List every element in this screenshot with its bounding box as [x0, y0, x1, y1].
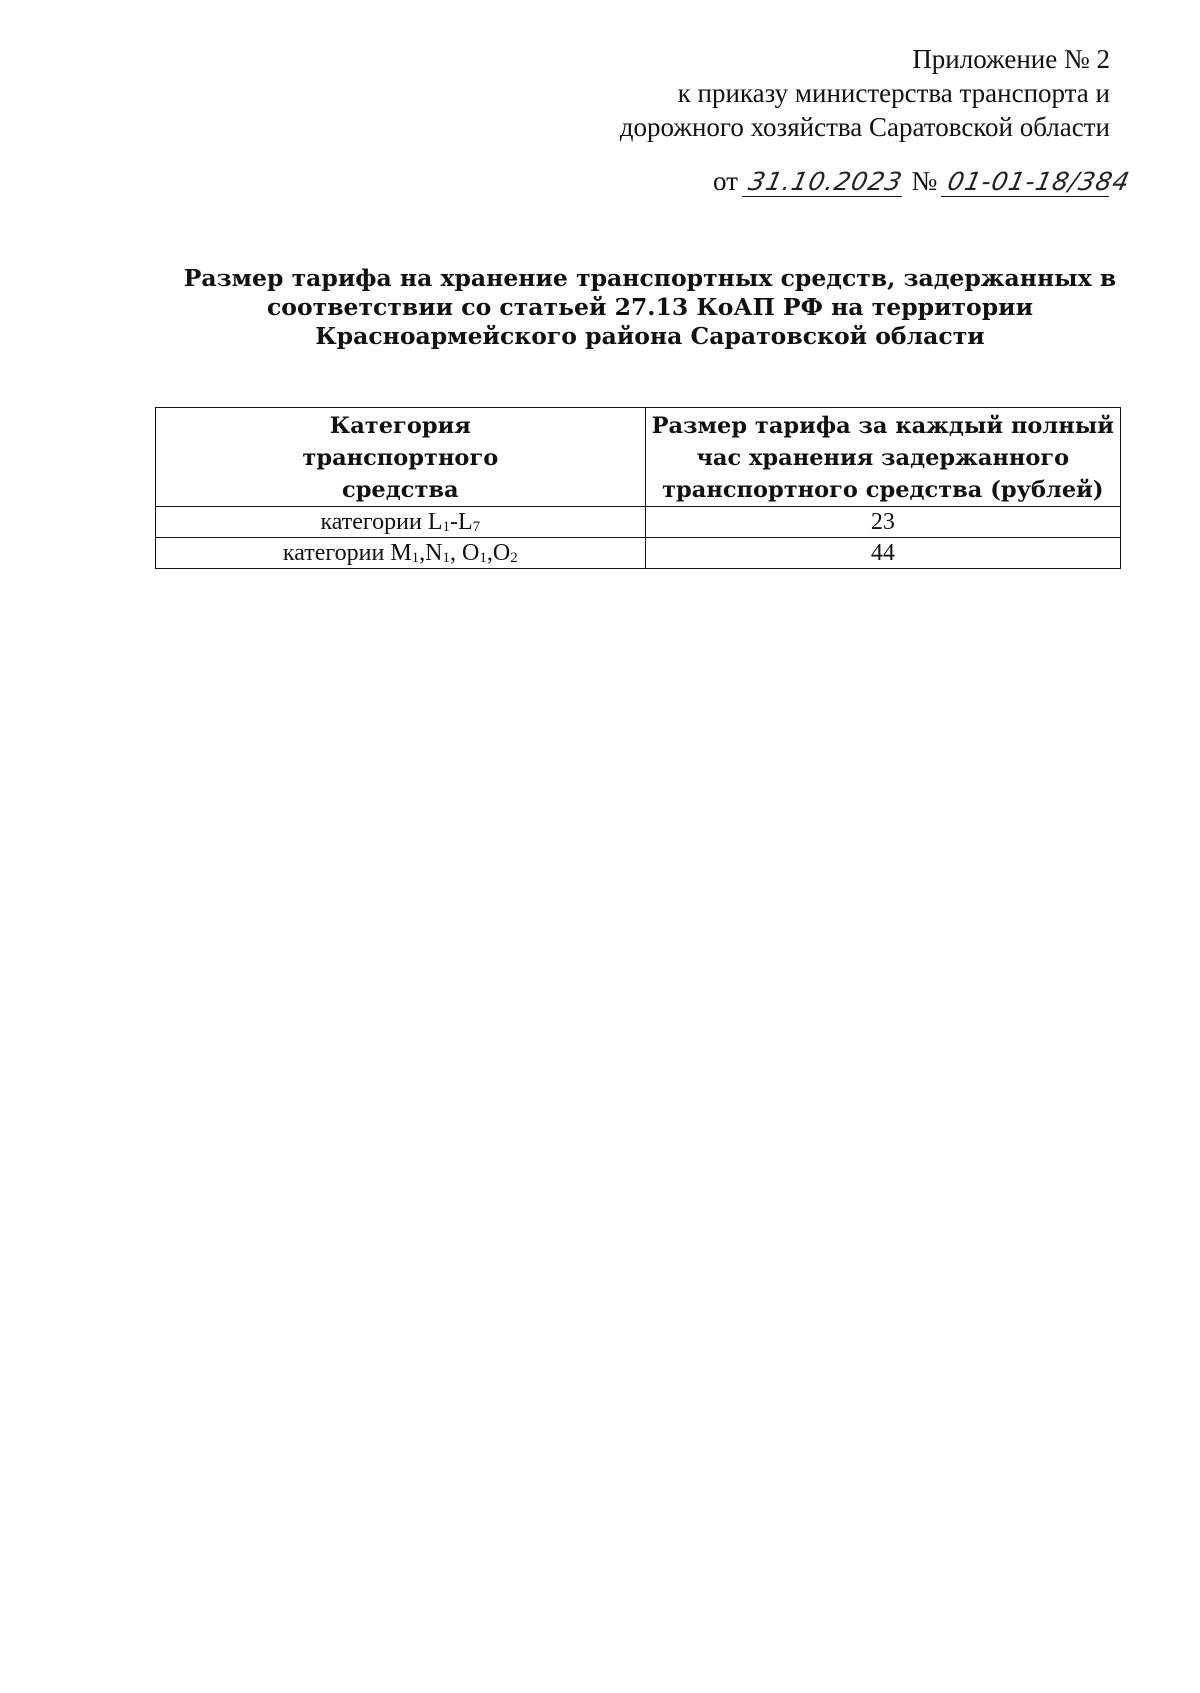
- category-subscript: 2: [510, 550, 518, 566]
- order-date-number: [713, 166, 1133, 197]
- order-number-label: №: [911, 166, 938, 196]
- title-line: соответствии со статьей 27.13 КоАП РФ на территории: [266, 293, 1034, 321]
- category-subscript: 7: [472, 519, 481, 535]
- header-line: Размер тарифа за каждый полный: [651, 413, 1114, 439]
- appendix-ministry: дорожного хозяйства Саратовской области: [619, 112, 1110, 142]
- table-row: [156, 507, 1121, 538]
- category-subscript: 1: [411, 550, 420, 566]
- order-number-handwritten: 01-01-18/384: [941, 167, 1115, 197]
- table-header-row: [156, 408, 1121, 507]
- category-prefix: категории: [320, 509, 428, 535]
- document-title: [150, 264, 1150, 351]
- table-row: [156, 538, 1121, 569]
- title-line: Красноармейского района Саратовской области: [315, 322, 985, 350]
- category-code: M: [390, 540, 412, 566]
- header-category: [156, 408, 646, 507]
- tariff-cell: 23: [645, 507, 1120, 538]
- appendix-number: Приложение № 2: [912, 44, 1110, 74]
- title-line: Размер тарифа на хранение транспортных средств, задержанных в: [183, 264, 1117, 292]
- appendix-header: [620, 42, 1110, 144]
- category-code: ,O: [486, 540, 511, 566]
- order-date-handwritten: 31.10.2023: [742, 167, 908, 197]
- category-subscript: 1: [442, 550, 451, 566]
- tariff-table: [155, 407, 1121, 569]
- category-subscript: 1: [479, 550, 487, 566]
- header-line: средства: [342, 477, 459, 503]
- header-line: час хранения задержанного: [696, 445, 1070, 471]
- category-code: , O: [450, 540, 480, 566]
- header-line: транспортного: [302, 445, 499, 471]
- tariff-cell: 44: [645, 538, 1120, 569]
- header-tariff: [645, 408, 1120, 507]
- appendix-order-ref: к приказу министерства транспорта и: [677, 78, 1110, 108]
- category-cell: [156, 538, 646, 569]
- category-code: -L: [450, 509, 473, 535]
- category-code: L: [427, 509, 443, 535]
- order-from-label: от: [713, 166, 738, 196]
- category-cell: [156, 507, 646, 538]
- category-subscript: 1: [442, 519, 451, 535]
- category-prefix: категории: [282, 540, 391, 566]
- header-line: транспортного средства (рублей): [662, 477, 1104, 503]
- category-code: ,N: [419, 540, 443, 566]
- header-line: Категория: [329, 413, 471, 439]
